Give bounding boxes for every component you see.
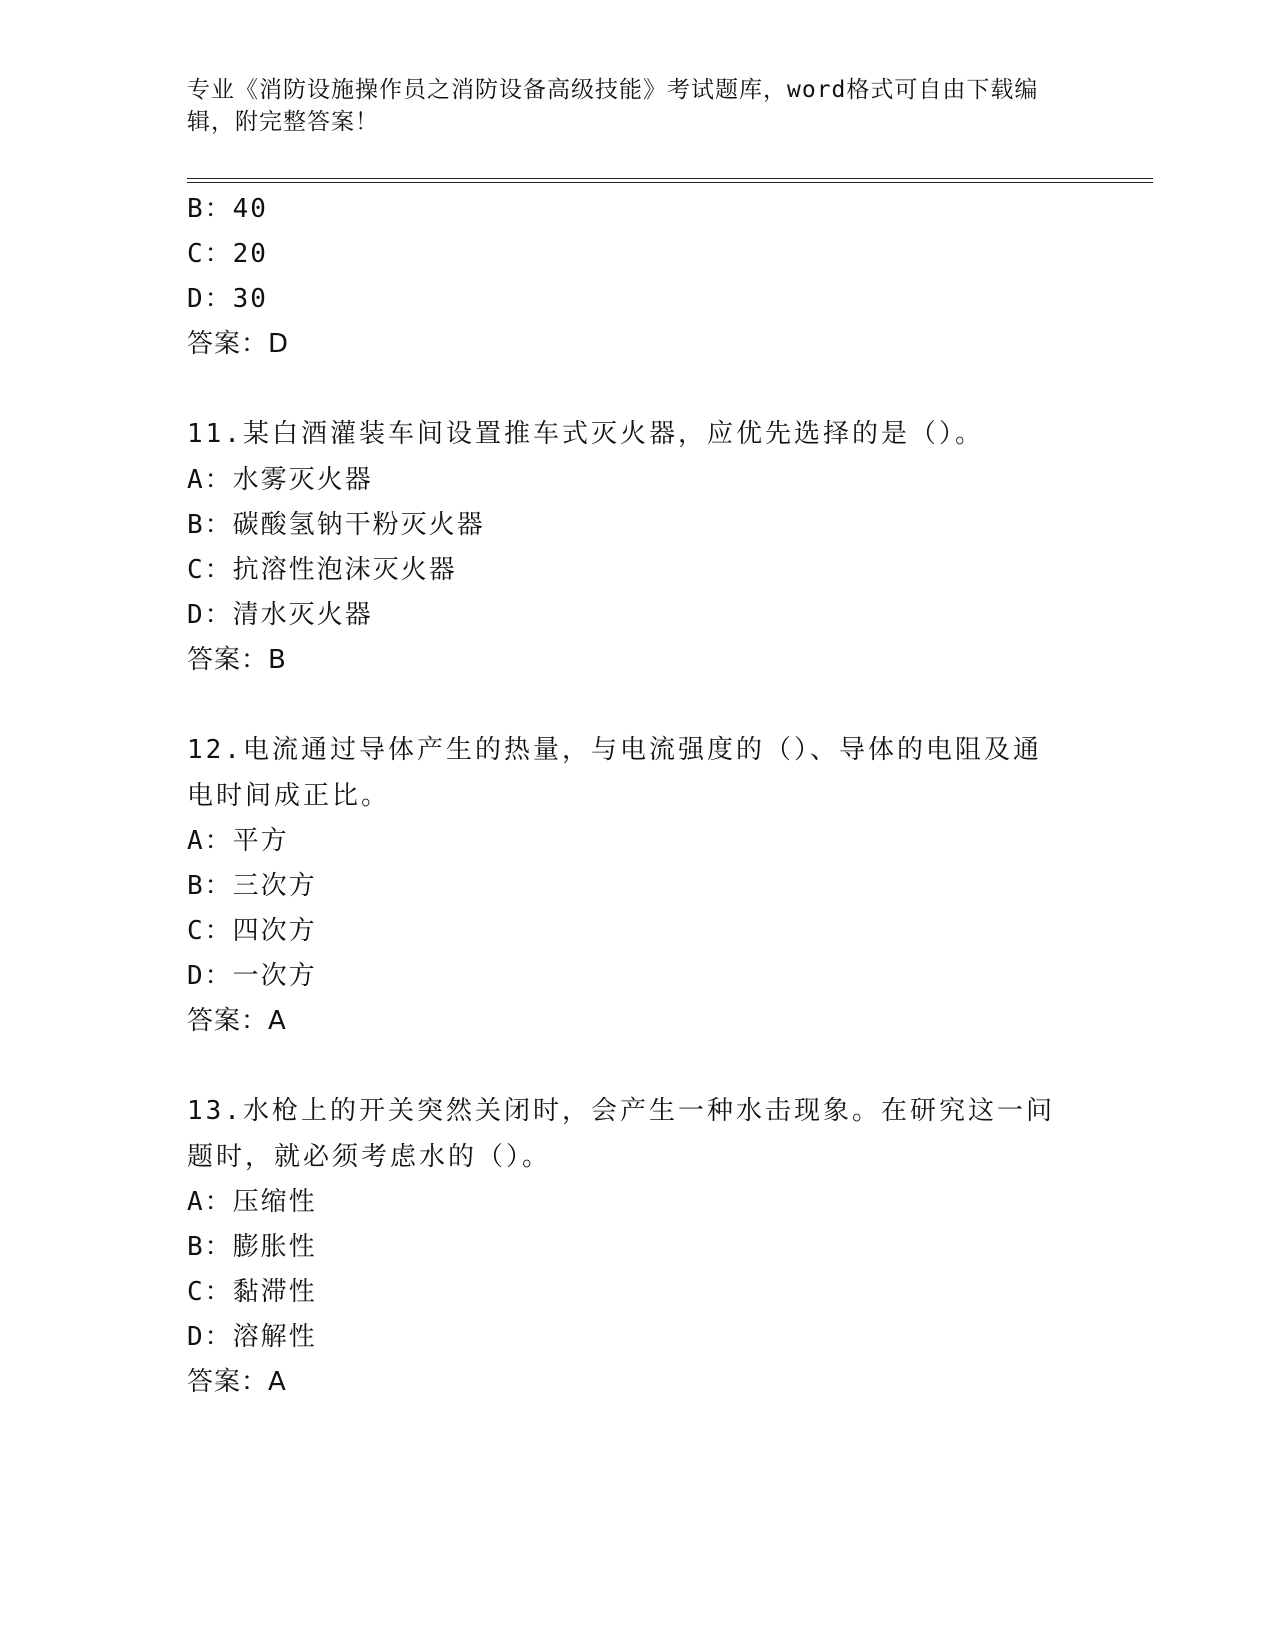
answer-line: 答案：B xyxy=(187,645,287,675)
option-d: D：30 xyxy=(187,284,268,314)
question-stem-12: 12.电流通过导体产生的热量，与电流强度的（）、导体的电阻及通电时间成正比。 xyxy=(187,735,1042,811)
option-c: C：黏滞性 xyxy=(187,1277,317,1307)
option-a: A：压缩性 xyxy=(187,1187,317,1217)
option-b: B：40 xyxy=(187,194,268,224)
option-b: B：三次方 xyxy=(187,871,317,901)
option-b: B：碳酸氢钠干粉灭火器 xyxy=(187,510,485,540)
question-stem-11: 11.某白酒灌装车间设置推车式灭火器，应优先选择的是（）。 xyxy=(187,419,984,449)
option-a: A：平方 xyxy=(187,826,289,856)
header-divider-bottom xyxy=(187,182,1153,183)
option-d: D：清水灭火器 xyxy=(187,600,373,630)
header-divider-top xyxy=(187,178,1153,179)
option-c: C：四次方 xyxy=(187,916,317,946)
document-header: 专业《消防设施操作员之消防设备高级技能》考试题库，word格式可自由下载编辑，附完整答案！ xyxy=(187,77,1039,135)
answer-line: 答案：A xyxy=(187,1006,287,1036)
question-stem-13: 13.水枪上的开关突然关闭时，会产生一种水击现象。在研究这一问题时，就必须考虑水的（）。 xyxy=(187,1096,1055,1172)
option-d: D：溶解性 xyxy=(187,1322,317,1352)
option-b: B：膨胀性 xyxy=(187,1232,317,1262)
option-d: D：一次方 xyxy=(187,961,317,991)
option-c: C：20 xyxy=(187,239,268,269)
option-a: A：水雾灭火器 xyxy=(187,465,373,495)
option-c: C：抗溶性泡沫灭火器 xyxy=(187,555,457,585)
answer-line: 答案：A xyxy=(187,1367,287,1397)
answer-line: 答案：D xyxy=(187,329,290,359)
